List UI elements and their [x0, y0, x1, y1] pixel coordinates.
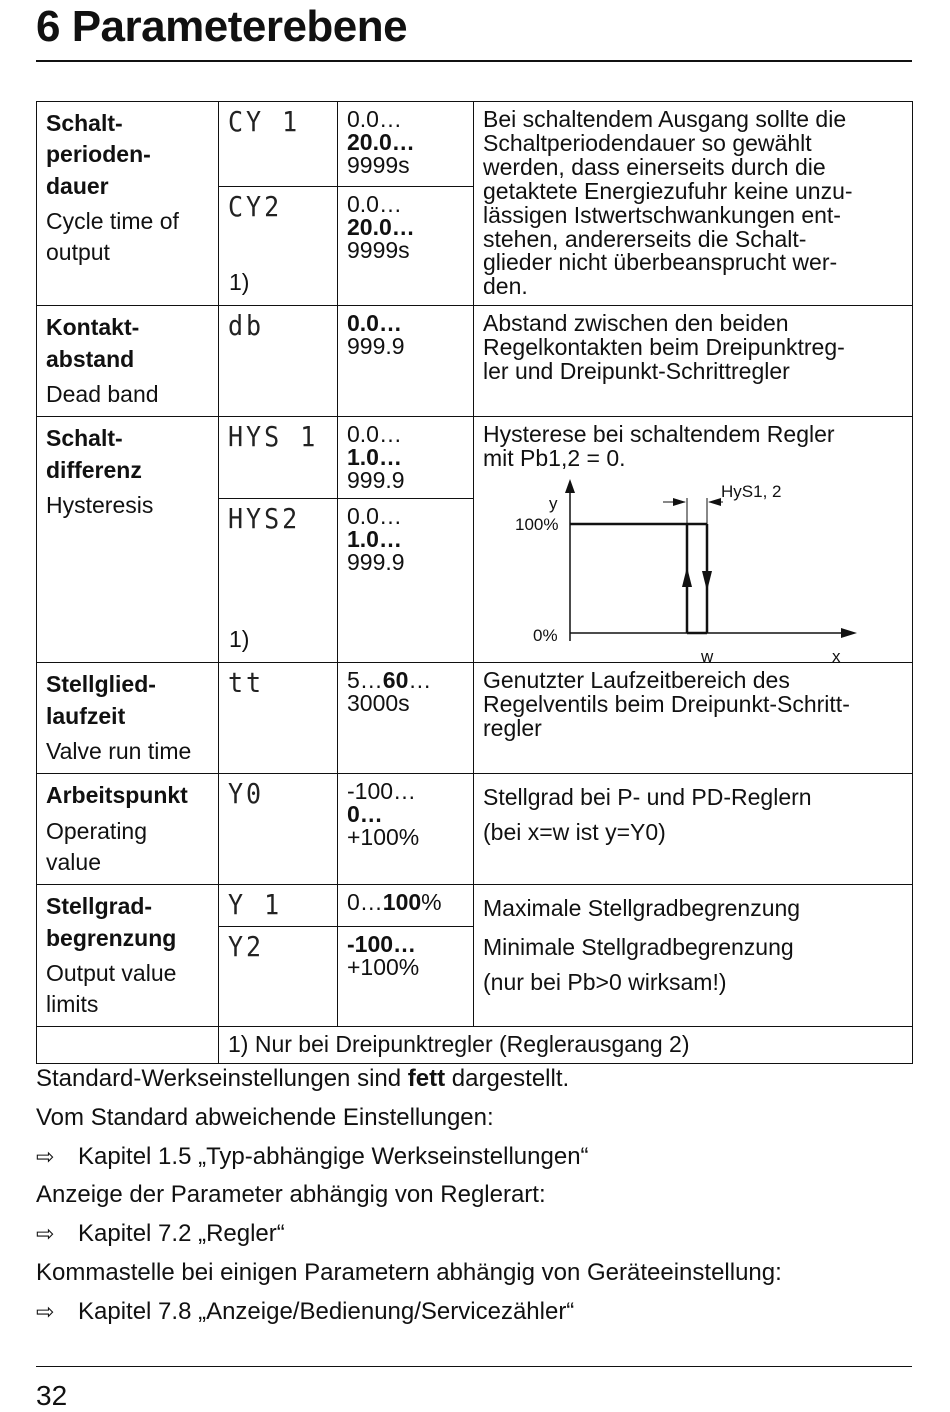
- param-name-cell: [37, 663, 219, 774]
- code-cell: [219, 663, 338, 774]
- y-axis-arrowhead: [565, 479, 575, 493]
- reference-link[interactable]: Kapitel 1.5 „Typ-abhängige Werkseinstellungen“: [78, 1142, 589, 1170]
- description-text: [483, 312, 903, 384]
- y-axis-label: y: [549, 494, 558, 514]
- text-line: regler: [483, 715, 542, 742]
- text-line: limits: [46, 991, 99, 1018]
- range-line: 999.9: [347, 467, 405, 494]
- reference-link[interactable]: Kapitel 7.8 „Anzeige/Bedienung/Servicezähler“: [78, 1297, 575, 1325]
- up-arrow: [682, 567, 692, 587]
- w-label: w: [701, 647, 714, 667]
- text-line: Arbeitspunkt: [46, 782, 188, 809]
- page-title: 6 Parameterebene: [36, 2, 408, 51]
- hysteresis-diagram: [483, 475, 903, 667]
- range-line: 9999s: [347, 237, 410, 264]
- range-line: 5…60…: [347, 667, 432, 694]
- text-line: Operating: [46, 817, 148, 844]
- level-high-label: 100%: [515, 515, 559, 535]
- display-code: tt: [228, 667, 265, 699]
- table-row: [37, 417, 913, 499]
- code-cell: [219, 926, 338, 1027]
- range-line: 0…: [347, 801, 383, 828]
- range-line: 999.9: [347, 549, 405, 576]
- range-line: 9999s: [347, 152, 410, 178]
- range-line: -100…: [347, 778, 417, 805]
- reference-link[interactable]: Kapitel 7.2 „Regler“: [78, 1220, 285, 1248]
- footnote-mark: 1): [229, 626, 250, 653]
- description-text: [483, 108, 903, 299]
- hys-label: HyS1, 2: [721, 482, 782, 502]
- param-name-en: [46, 206, 209, 269]
- display-code: CY2: [228, 190, 283, 223]
- right-arrow-icon: ⇨: [36, 1298, 55, 1324]
- description-line: (bei x=w ist y=Y0): [483, 819, 666, 846]
- range-line: 0.0…: [347, 310, 402, 337]
- description-line: (nur bei Pb>0 wirksam!): [483, 969, 727, 996]
- footnote-text: 1) Nur bei Dreipunktregler (Reglerausgang 2): [219, 1027, 913, 1064]
- param-name-en: [46, 736, 209, 767]
- parameter-table: [36, 101, 913, 1064]
- range-line: 0…100%: [347, 889, 442, 916]
- text-line: mit Pb1,2 = 0.: [483, 445, 626, 472]
- note-line: Kommastelle bei einigen Parametern abhängig von Geräteeinstellung:: [36, 1258, 782, 1286]
- text-line: lässigen Istwertschwankungen ent-: [483, 201, 841, 228]
- text-line: Regelventils beim Dreipunkt-Schritt-: [483, 691, 850, 718]
- param-name-de: [46, 780, 209, 811]
- text-line: Stellgrad-: [46, 893, 153, 920]
- level-low-label: 0%: [533, 626, 558, 646]
- text-line: Schalt-: [46, 110, 123, 136]
- param-name-en: [46, 379, 209, 410]
- title-rule: [36, 60, 912, 62]
- range-cell: [338, 885, 474, 926]
- note-line: Anzeige der Parameter abhängig von Reglerart:: [36, 1181, 546, 1209]
- text-line: glieder nicht überbeansprucht wer-: [483, 249, 838, 276]
- table-row: [37, 885, 913, 926]
- note-text: Standard-Werkseinstellungen sind: [36, 1065, 408, 1092]
- range-line: 1.0…: [347, 526, 402, 553]
- text-line: Genutzter Laufzeitbereich des: [483, 667, 790, 694]
- footnote-row: [37, 1027, 913, 1064]
- code-cell: [219, 499, 338, 663]
- note-line: [36, 1060, 926, 1099]
- description-cell: [474, 663, 913, 774]
- table-row: [37, 306, 913, 417]
- text-line: Kontakt-: [46, 314, 140, 341]
- param-name-de: [46, 108, 209, 202]
- param-name-en: [46, 958, 209, 1021]
- description-cell: [474, 306, 913, 417]
- code-cell: [219, 417, 338, 499]
- down-arrow: [702, 571, 712, 591]
- range-cell: [338, 774, 474, 885]
- code-cell: [219, 774, 338, 885]
- range-line: 3000s: [347, 690, 410, 717]
- text-line: Schalt-: [46, 425, 123, 452]
- range-cell: [338, 102, 474, 187]
- right-arrow-icon: ⇨: [36, 1221, 55, 1247]
- description-cell: [474, 102, 913, 306]
- range-cell: [338, 926, 474, 1027]
- text-line: stehen, andererseits die Schalt-: [483, 225, 807, 252]
- display-code: db: [228, 310, 265, 342]
- display-code: CY 1: [228, 105, 301, 138]
- footnote-mark: 1): [229, 269, 250, 296]
- display-code: HYS2: [228, 503, 301, 535]
- text-line: werden, dass einerseits durch die: [483, 153, 826, 180]
- range-line: -100…: [347, 930, 417, 957]
- range-line: 0.0…: [347, 106, 402, 132]
- code-cell: [219, 306, 338, 417]
- x-axis-label: x: [832, 647, 841, 667]
- footnote-empty-cell: [37, 1027, 219, 1064]
- text-line: den.: [483, 273, 528, 300]
- note-bold-text: fett: [407, 1065, 446, 1092]
- range-cell: [338, 187, 474, 306]
- text-line: ler und Dreipunkt-Schrittregler: [483, 358, 790, 385]
- range-cell: [338, 663, 474, 774]
- text-line: getaktete Energiezufuhr keine unzu-: [483, 177, 853, 204]
- text-line: perioden-: [46, 141, 151, 168]
- text-line: dauer: [46, 172, 109, 199]
- text-line: Cycle time of: [46, 207, 179, 234]
- description-cell: [474, 417, 913, 667]
- text-line: output: [46, 239, 110, 266]
- text-line: Hysteresis: [46, 491, 154, 518]
- range-cell: [338, 417, 474, 499]
- display-code: Y2: [228, 930, 265, 963]
- param-name-cell: [37, 306, 219, 417]
- text-line: Schaltperiodendauer so gewählt: [483, 129, 812, 156]
- text-line: Abstand zwischen den beiden: [483, 310, 789, 337]
- text-line: Hysterese bei schaltendem Regler: [483, 421, 835, 448]
- reference-line[interactable]: [36, 1215, 926, 1254]
- description-line: Stellgrad bei P- und PD-Reglern: [483, 784, 812, 811]
- range-line: 1.0…: [347, 444, 402, 471]
- param-name-de: [46, 669, 209, 732]
- range-line: 0.0…: [347, 191, 402, 218]
- param-name-de: [46, 423, 209, 486]
- code-cell: [219, 885, 338, 926]
- range-cell: [338, 499, 474, 663]
- description-text: [483, 423, 903, 471]
- description-cell: [474, 774, 913, 885]
- notes-section: [36, 1060, 926, 1332]
- page-number: 32: [36, 1380, 68, 1411]
- reference-line[interactable]: [36, 1138, 926, 1177]
- param-name-cell: [37, 885, 219, 1027]
- range-line: +100%: [347, 953, 420, 980]
- text-line: Dead band: [46, 380, 159, 407]
- note-text: dargestellt.: [445, 1065, 570, 1092]
- text-line: Stellglied-: [46, 671, 156, 698]
- display-code: Y0: [228, 778, 265, 810]
- x-axis-arrowhead: [841, 628, 857, 638]
- param-name-de: [46, 891, 209, 954]
- text-line: laufzeit: [46, 702, 126, 729]
- table-row: [37, 774, 913, 885]
- text-line: begrenzung: [46, 924, 177, 951]
- range-line: 0.0…: [347, 503, 402, 530]
- table-row: [37, 663, 913, 774]
- code-cell: [219, 187, 338, 306]
- reference-line[interactable]: [36, 1293, 926, 1332]
- param-name-cell: [37, 774, 219, 885]
- description-line: Maximale Stellgradbegrenzung: [483, 895, 801, 922]
- note-line: Vom Standard abweichende Einstellungen:: [36, 1103, 494, 1131]
- text-line: differenz: [46, 456, 142, 483]
- text-line: value: [46, 848, 101, 875]
- code-cell: [219, 102, 338, 187]
- display-code: Y 1: [228, 889, 283, 921]
- range-line: +100%: [347, 824, 420, 851]
- text-line: Bei schaltendem Ausgang sollte die: [483, 106, 847, 132]
- range-line: 0.0…: [347, 421, 402, 448]
- bottom-rule: [36, 1366, 912, 1367]
- param-name-en: [46, 816, 209, 879]
- text-line: Output value: [46, 959, 177, 986]
- param-name-en: [46, 490, 209, 521]
- param-name-cell: [37, 102, 219, 306]
- description-text: [483, 669, 903, 741]
- param-name-de: [46, 312, 209, 375]
- text-line: Regelkontakten beim Dreipunktreg-: [483, 334, 845, 361]
- description-cell: [474, 885, 913, 1027]
- hys-arrow-left: [673, 498, 686, 506]
- param-name-cell: [37, 417, 219, 663]
- table-row: [37, 102, 913, 187]
- text-line: abstand: [46, 345, 135, 372]
- hys-arrow-right: [708, 498, 721, 506]
- range-line: 20.0…: [347, 214, 415, 241]
- range-line: 999.9: [347, 333, 405, 360]
- description-line: Minimale Stellgradbegrenzung: [483, 934, 794, 961]
- display-code: HYS 1: [228, 421, 319, 453]
- range-cell: [338, 306, 474, 417]
- range-line: 20.0…: [347, 129, 415, 155]
- text-line: Valve run time: [46, 737, 192, 764]
- right-arrow-icon: ⇨: [36, 1143, 55, 1169]
